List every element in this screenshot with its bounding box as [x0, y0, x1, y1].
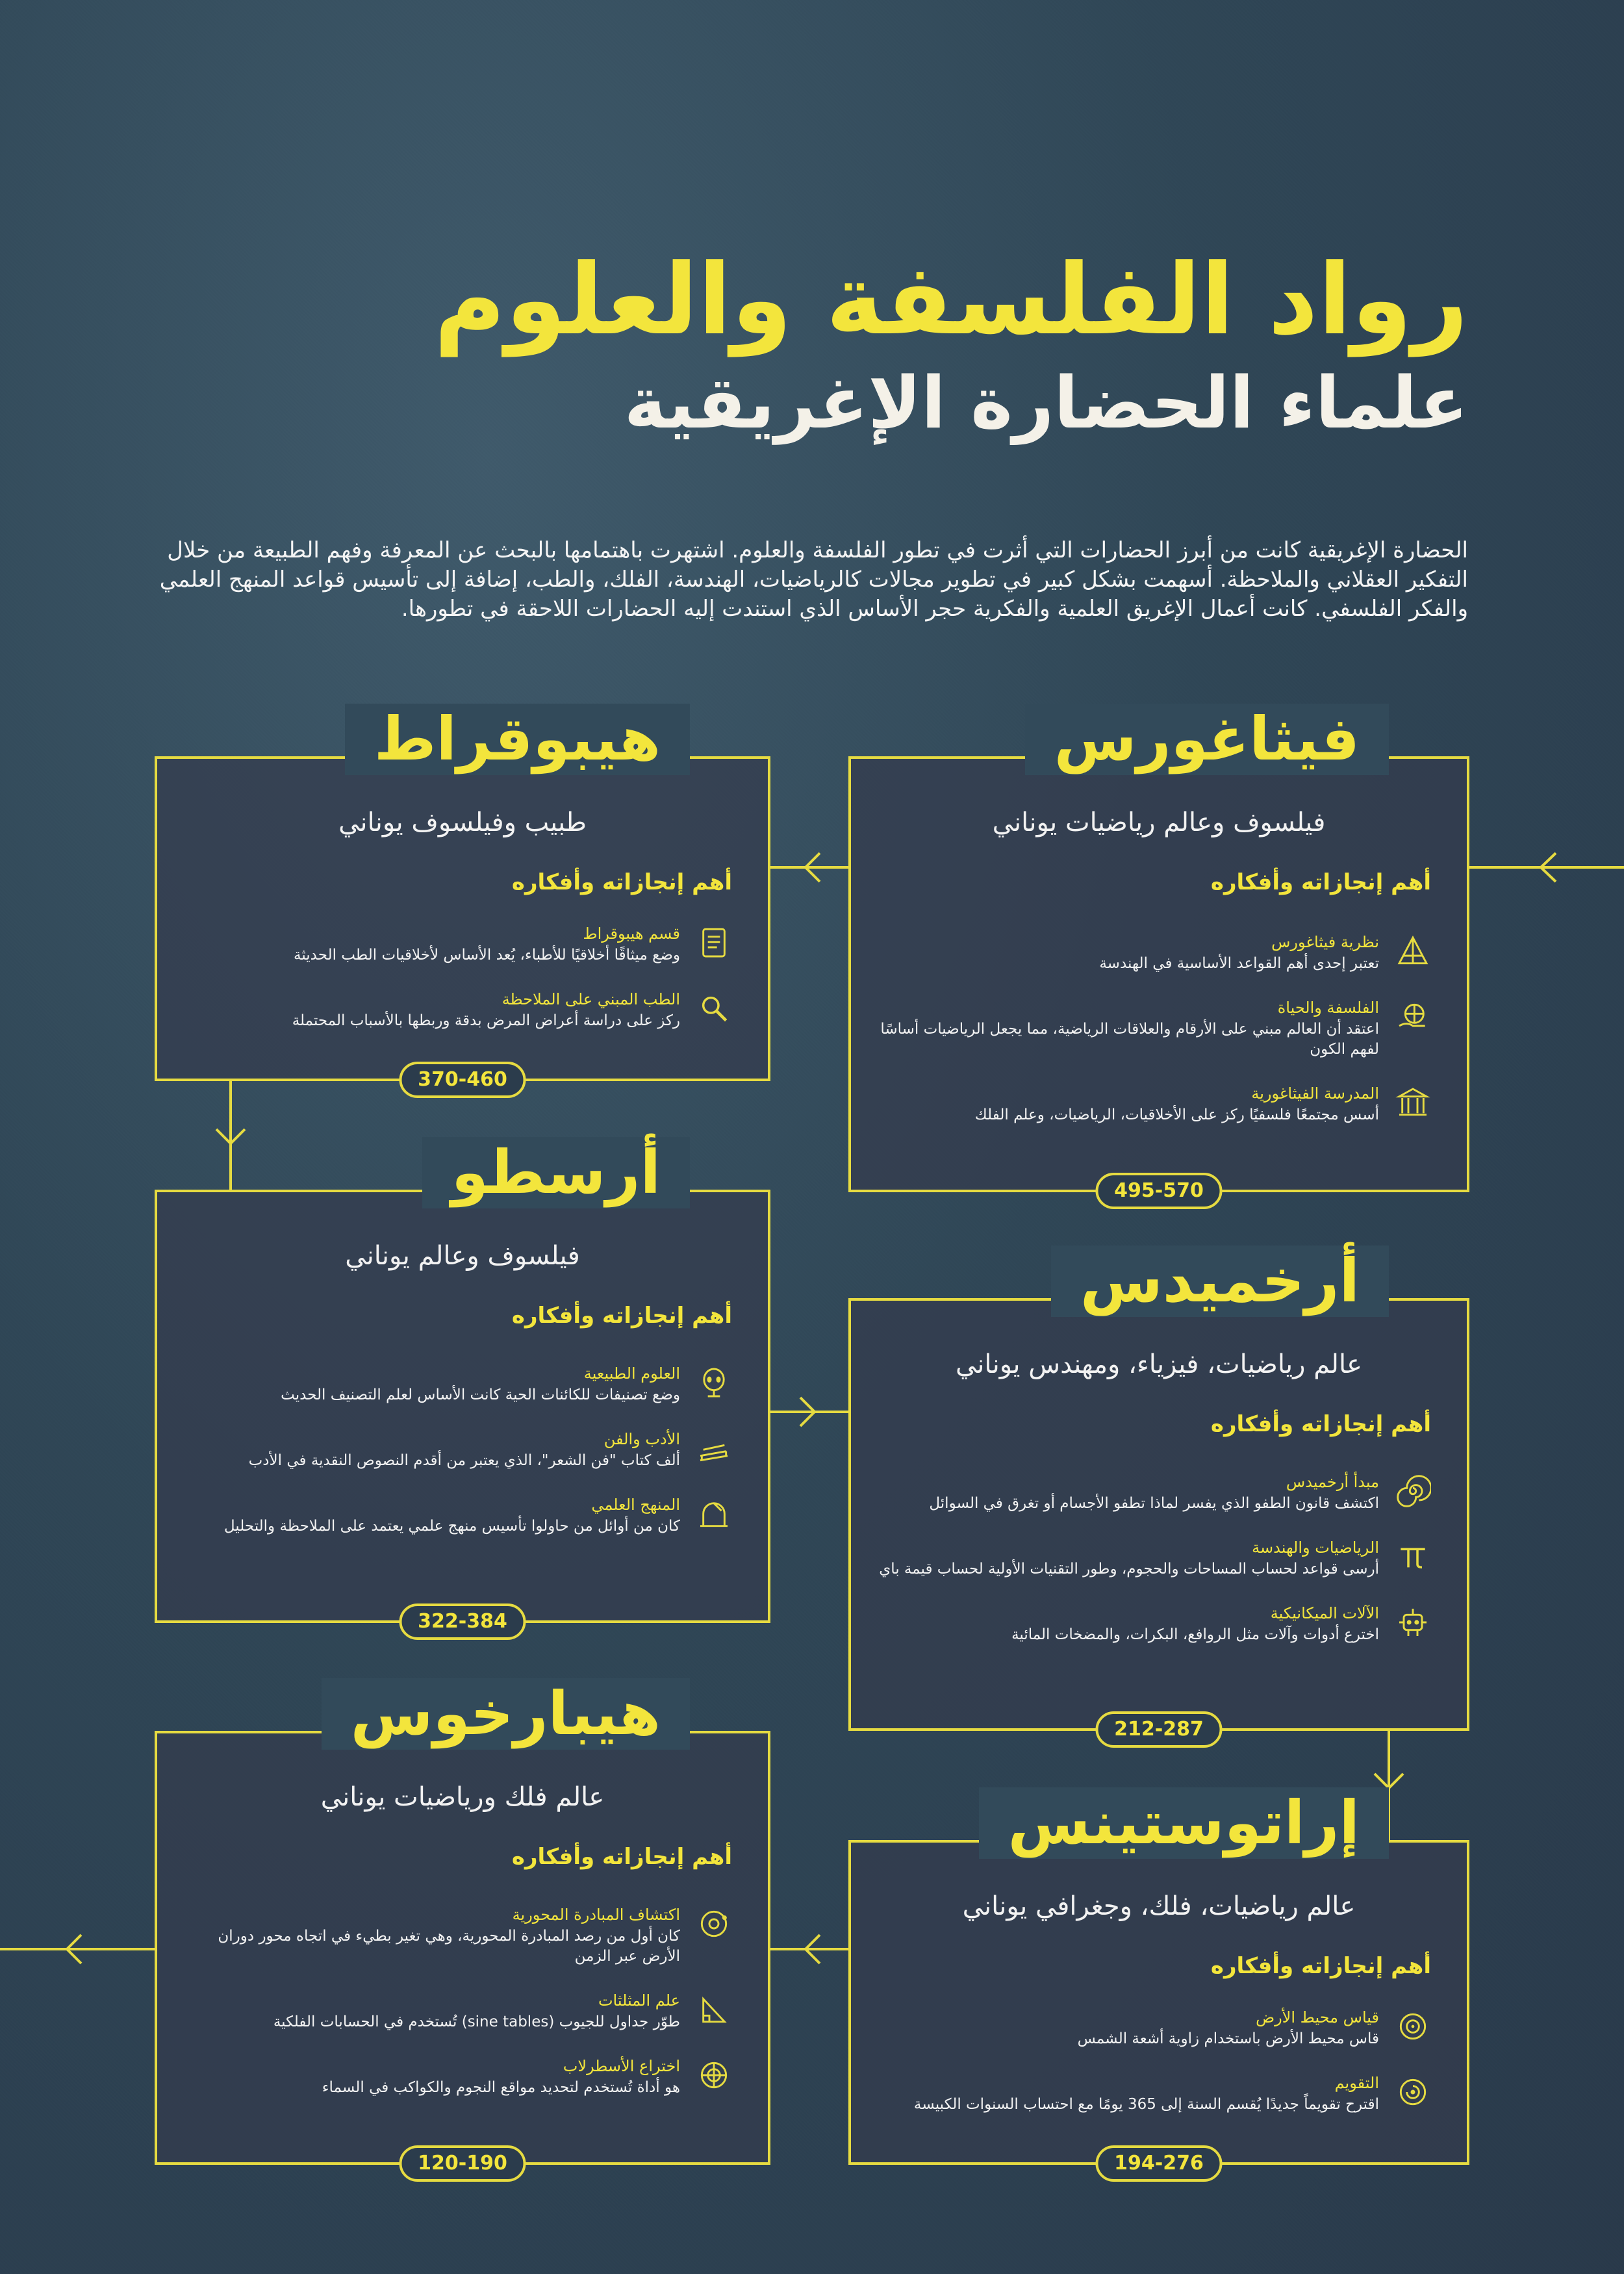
- scientist-name: هيبارخوس: [322, 1678, 690, 1750]
- achievement-title: الطب المبني على الملاحظة: [501, 990, 680, 1009]
- achievements-heading: أهم إنجازاته وأفكاره: [1210, 869, 1431, 895]
- achievement-title: العلوم الطبيعية: [583, 1364, 680, 1383]
- globe-hand-icon: [1395, 999, 1431, 1035]
- scientist-role: عالم فلك ورياضيات يوناني: [320, 1782, 605, 1812]
- scientist-role: طبيب وفيلسوف يوناني: [338, 808, 587, 837]
- orbit-icon: [696, 1906, 732, 1942]
- achievement-item: [877, 1084, 1431, 1125]
- years-badge: 194-276: [1096, 2145, 1223, 2182]
- card-hipparchus: [155, 1679, 770, 2175]
- intro-paragraph: الحضارة الإغريقية كانت من أبرز الحضارات التي أثرت في تطور الفلسفة والعلوم. اشتهرت باهتمامها بالبحث عن المعرفة وفهم الطبيعة من خلال التفكير العقلاني والملاحظة. أسهمت بشكل كبير في تطوير مجالات كالرياضيات، الهندسة، الفلك، والطب، إضافة إلى تأسيس قواعد المنهج العلمي والفكر الفلسفي. كانت أعمال الإغريق العلمية والفكرية حجر الأساس الذي استندت إليه الحضارات اللاحقة في تطورها.: [159, 537, 1468, 622]
- observatory-icon: [696, 1496, 732, 1532]
- achievement-item: [183, 1496, 732, 1537]
- achievement-item: [877, 999, 1431, 1060]
- years-badge: 120-190: [400, 2145, 526, 2182]
- achievement-desc: ألف كتاب "فن الشعر"، الذي يعتبر من أقدم النصوص النقدية في الأدب: [248, 1452, 680, 1470]
- achievement-item: [877, 1473, 1431, 1514]
- card-pythagoras: [848, 704, 1469, 1202]
- achievement-item: [183, 1991, 732, 2032]
- achievement-title: اختراع الأسطرلاب: [563, 2057, 680, 2076]
- achievement-desc: كان أول من رصد المبادرة المحورية، وهي تغير بطيء في اتجاه محور دوران الأرض عبر الزمن: [218, 1928, 680, 1965]
- achievement-title: الآلات الميكانيكية: [1270, 1604, 1379, 1623]
- achievement-title: الرياضيات والهندسة: [1252, 1539, 1379, 1557]
- achievement-desc: تعتبر إحدى أهم القواعد الأساسية في الهندسة: [1099, 955, 1379, 972]
- astrolabe-icon: [696, 2057, 732, 2093]
- achievement-desc: هو أداة تُستخدم لتحديد مواقع النجوم والكواكب في السماء: [322, 2079, 680, 2097]
- achievements-heading: أهم إنجازاته وأفكاره: [511, 1303, 732, 1329]
- magnifier-icon: [696, 990, 732, 1027]
- achievement-desc: أرسى قواعد لحساب المساحات والحجوم، وطور التقنيات الأولية لحساب قيمة باي: [879, 1561, 1379, 1578]
- achievement-desc: قاس محيط الأرض باستخدام زاوية أشعة الشمس: [1077, 2030, 1379, 2047]
- achievement-desc: كان من أوائل من حاولوا تأسيس منهج علمي يعتمد على الملاحظة والتحليل: [223, 1518, 680, 1535]
- years-badge: 212-287: [1096, 1711, 1223, 1748]
- achievement-title: الأدب والفن: [603, 1430, 680, 1449]
- earth-icon: [1395, 2008, 1431, 2045]
- achievement-desc: اقترح تقويماً جديدًا يُقسم السنة إلى 365 يومًا مع احتساب السنوات الكبيسة: [913, 2096, 1379, 2114]
- achievement-desc: اكتشف قانون الطفو الذي يفسر لماذا تطفو الأجسام أو تغرق في السوائل: [929, 1495, 1379, 1512]
- achievement-desc: وضع تصنيفات للكائنات الحية كانت الأساس لعلم التصنيف الحديث: [281, 1386, 680, 1403]
- card-archimedes: [848, 1246, 1469, 1741]
- books-icon: [696, 1430, 732, 1466]
- pi-icon: [1395, 1539, 1431, 1575]
- achievement-title: نظرية فيثاغورس: [1271, 933, 1379, 951]
- achievement-item: [183, 1430, 732, 1471]
- scientist-role: فيلسوف وعالم رياضيات يوناني: [992, 808, 1326, 837]
- achievement-item: [877, 1539, 1431, 1579]
- achievement-item: [877, 2008, 1431, 2049]
- robot-icon: [1395, 1604, 1431, 1641]
- calendar-orbit-icon: [1395, 2074, 1431, 2110]
- achievement-desc: وضع ميثاقًا أخلاقيًا للأطباء، يُعد الأساس لأخلاقيات الطب الحديثة: [293, 947, 680, 964]
- document-icon: [696, 925, 732, 961]
- achievement-title: اكتشاف المبادرة المحورية: [512, 1906, 680, 1924]
- achievement-desc: ركز على دراسة أعراض المرض بدقة وربطها بالأسباب المحتملة: [292, 1012, 680, 1030]
- achievement-item: [877, 933, 1431, 974]
- scientist-name: أرسطو: [422, 1137, 690, 1208]
- achievement-item: [183, 1364, 732, 1405]
- achievement-item: [183, 990, 732, 1031]
- scientist-name: إراتوستينس: [979, 1787, 1389, 1859]
- years-badge: 370-460: [400, 1062, 526, 1098]
- achievement-title: التقويم: [1334, 2074, 1379, 2093]
- card-aristotle: [155, 1138, 770, 1633]
- achievement-item: [877, 2074, 1431, 2115]
- years-badge: 495-570: [1096, 1173, 1223, 1209]
- achievement-title: قسم هيبوقراط: [583, 925, 680, 943]
- scientist-role: فيلسوف وعالم يوناني: [345, 1241, 580, 1271]
- achievement-title: مبدأ أرخميدس: [1286, 1473, 1379, 1491]
- achievement-item: [183, 925, 732, 965]
- scientist-name: هيبوقراط: [345, 704, 690, 775]
- achievement-desc: أسس مجتمعًا فلسفيًا ركز على الأخلاقيات، الرياضيات، وعلم الفلك: [974, 1106, 1379, 1124]
- achievement-desc: اعتقد أن العالم مبني على الأرقام والعلاقات الرياضية، مما يجعل الرياضيات أساسًا لفهم الكون: [880, 1021, 1379, 1058]
- achievements-heading: أهم إنجازاته وأفكاره: [1210, 1411, 1431, 1437]
- page-subtitle: علماء الحضارة الإغريقية: [624, 361, 1468, 444]
- scientist-role: عالم رياضيات، فلك، وجغرافي يوناني: [962, 1891, 1356, 1921]
- achievement-title: الفلسفة والحياة: [1277, 999, 1379, 1017]
- achievements-heading: أهم إنجازاته وأفكاره: [511, 869, 732, 895]
- alien-icon: [696, 1364, 732, 1401]
- achievement-title: قياس محيط الأرض: [1256, 2008, 1379, 2026]
- card-eratosthenes: [848, 1788, 1469, 2175]
- achievement-item: [183, 2057, 732, 2098]
- achievement-title: علم المثلثات: [598, 1991, 680, 2010]
- achievement-item: [877, 1604, 1431, 1645]
- scientist-name: أرخميدس: [1051, 1246, 1389, 1317]
- achievement-item: [183, 1906, 732, 1967]
- pyramid-icon: [1395, 933, 1431, 969]
- page-title: رواد الفلسفة والعلوم: [434, 244, 1468, 357]
- years-badge: 322-384: [400, 1603, 526, 1640]
- triangle-icon: [696, 1991, 732, 2028]
- achievement-title: المدرسة الفيثاغورية: [1251, 1084, 1379, 1103]
- achievements-heading: أهم إنجازاته وأفكاره: [1210, 1953, 1431, 1979]
- scientist-name: فيثاغورس: [1025, 704, 1389, 775]
- card-hippocrates: [155, 704, 770, 1091]
- achievements-heading: أهم إنجازاته وأفكاره: [511, 1844, 732, 1870]
- achievement-title: المنهج العلمي: [591, 1496, 680, 1514]
- vortex-icon: [1395, 1473, 1431, 1509]
- achievement-desc: طوّر جداول للجيوب (sine tables) تُستخدم في الحسابات الفلكية: [273, 2013, 680, 2031]
- scientist-role: عالم رياضيات، فيزياء، ومهندس يوناني: [955, 1349, 1363, 1379]
- achievement-desc: اخترع أدوات وآلات مثل الروافع، البكرات، والمضخات المائية: [1011, 1626, 1379, 1644]
- temple-icon: [1395, 1084, 1431, 1121]
